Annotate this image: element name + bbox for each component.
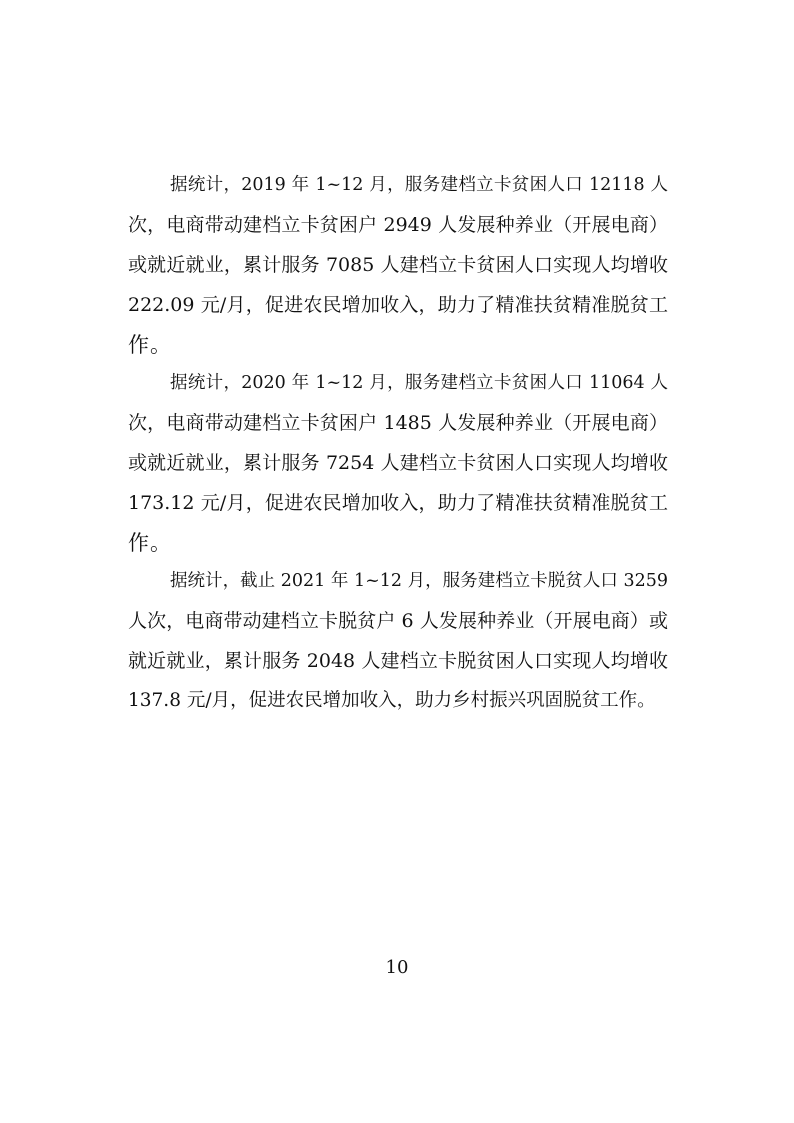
paragraph-line: 次，电商带动建档立卡贫困户 2949 人发展种养业（开展电商） bbox=[128, 214, 668, 236]
paragraph-line: 就近就业，累计服务 2048 人建档立卡脱贫困人口实现人均增收 bbox=[128, 650, 668, 672]
paragraph-line: 作。 bbox=[128, 531, 172, 555]
paragraph-line: 次，电商带动建档立卡贫困户 1485 人发展种养业（开展电商） bbox=[128, 412, 668, 434]
paragraph-line: 或就近就业，累计服务 7085 人建档立卡贫困人口实现人均增收 bbox=[128, 254, 668, 276]
page-number: 10 bbox=[385, 957, 409, 978]
paragraph-line: 173.12 元/月，促进农民增加收入，助力了精准扶贫精准脱贫工 bbox=[128, 492, 668, 514]
paragraph-line: 或就近就业，累计服务 7254 人建档立卡贫困人口实现人均增收 bbox=[128, 452, 668, 474]
paragraph-line: 222.09 元/月，促进农民增加收入，助力了精准扶贫精准脱贫工 bbox=[128, 294, 668, 316]
paragraph-line: 人次，电商带动建档立卡脱贫户 6 人发展种养业（开展电商）或 bbox=[128, 610, 668, 632]
paragraph-line: 据统计，2019 年 1~12 月，服务建档立卡贫困人口 12118 人 bbox=[170, 175, 668, 195]
paragraph-line: 137.8 元/月，促进农民增加收入，助力乡村振兴巩固脱贫工作。 bbox=[128, 690, 656, 711]
paragraph-line: 据统计，截止 2021 年 1~12 月，服务建档立卡脱贫人口 3259 bbox=[170, 571, 668, 591]
paragraph-line: 作。 bbox=[128, 333, 172, 357]
paragraph-line: 据统计，2020 年 1~12 月，服务建档立卡贫困人口 11064 人 bbox=[170, 373, 668, 393]
